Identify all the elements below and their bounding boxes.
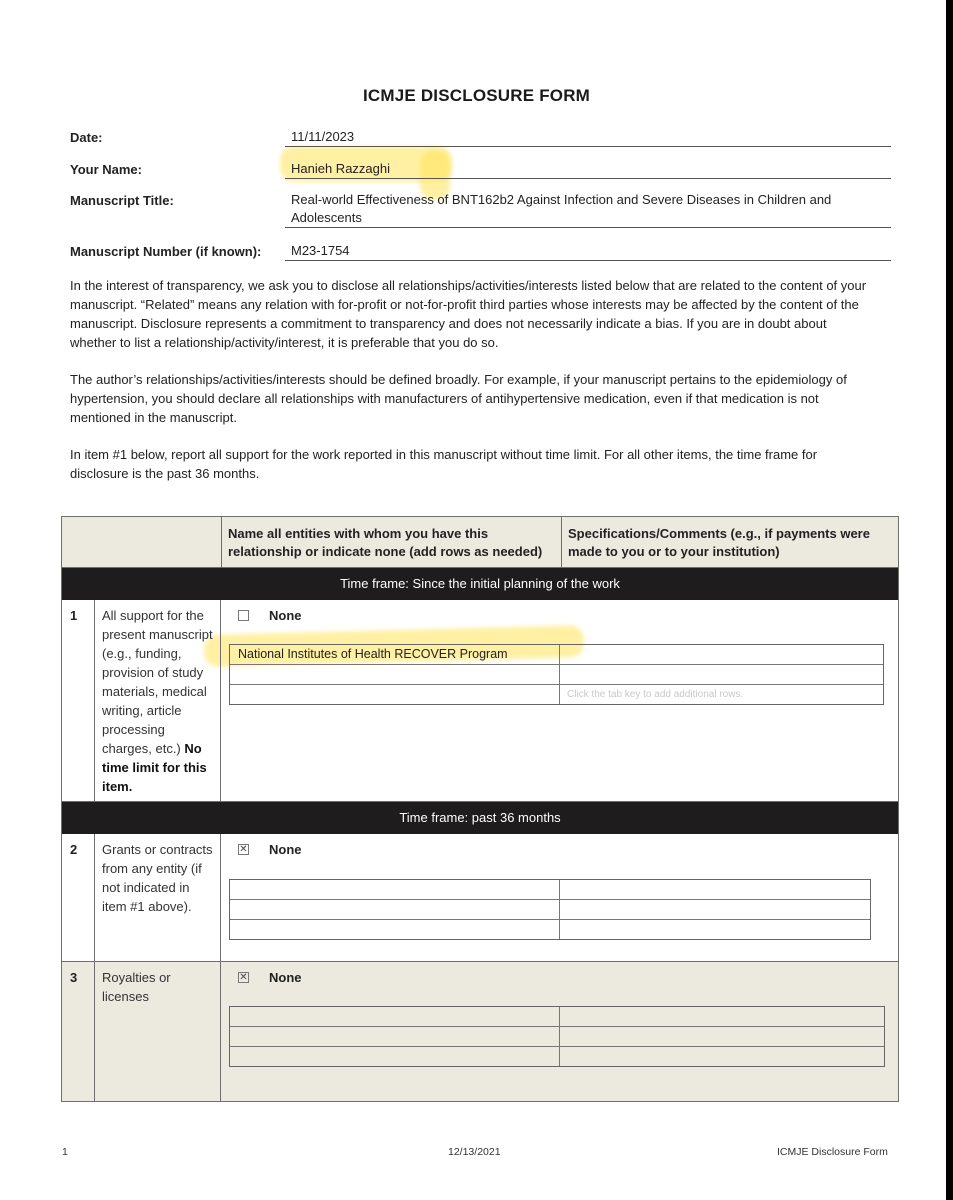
footer-page-number: 1 xyxy=(62,1146,68,1158)
item-number: 1 xyxy=(62,600,95,801)
entity-cell[interactable]: National Institutes of Health RECOVER Program xyxy=(230,645,560,664)
none-option[interactable] xyxy=(238,842,302,857)
entity-row xyxy=(230,920,870,939)
entity-row xyxy=(230,645,883,665)
header-blank-cell xyxy=(62,517,222,567)
timeframe-past36: Time frame: past 36 months xyxy=(62,802,898,834)
comment-cell[interactable] xyxy=(560,900,870,919)
disclosure-table xyxy=(61,516,899,1102)
entity-row xyxy=(230,685,883,704)
item-body xyxy=(221,962,898,1101)
entity-cell[interactable] xyxy=(230,685,560,704)
comment-cell[interactable] xyxy=(560,1047,884,1066)
entity-row xyxy=(230,665,883,685)
none-label: None xyxy=(269,970,302,985)
table-item-1 xyxy=(62,600,898,802)
date-field[interactable]: 11/11/2023 xyxy=(285,128,891,147)
entity-row xyxy=(230,1047,884,1066)
item-number: 3 xyxy=(62,962,95,1101)
item-description-text: All support for the present manuscript (e.g., funding, provision of study materials, medical writing, article processing charges, etc.) xyxy=(102,608,213,756)
entity-cell[interactable] xyxy=(230,665,560,684)
entity-row xyxy=(230,880,870,900)
manuscript-title-field[interactable]: Real-world Effectiveness of BNT162b2 Against Infection and Severe Diseases in Children and Adolescents xyxy=(285,191,891,228)
footer-date: 12/13/2021 xyxy=(448,1146,501,1158)
header-comments: Specifications/Comments (e.g., if payments were made to you or to your institution) xyxy=(568,526,870,559)
entity-row xyxy=(230,1007,884,1027)
comment-cell[interactable] xyxy=(560,1027,884,1046)
entity-cell[interactable] xyxy=(230,900,560,919)
none-checkbox-unchecked-icon[interactable] xyxy=(238,610,249,621)
manuscript-number-label: Manuscript Number (if known): xyxy=(70,244,262,259)
none-option[interactable] xyxy=(238,608,302,623)
manuscript-title-label: Manuscript Title: xyxy=(70,193,174,208)
name-field[interactable]: Hanieh Razzaghi xyxy=(285,160,891,179)
entity-cell[interactable] xyxy=(230,1047,560,1066)
none-checkbox-checked-icon[interactable]: ✕ xyxy=(239,844,248,855)
item-description: Grants or contracts from any entity (if not indicated in item #1 above). xyxy=(95,834,221,961)
table-header xyxy=(62,517,898,568)
entity-subtable xyxy=(229,644,884,705)
timeframe-paragraph: In item #1 below, report all support for the work reported in this manuscript without time limit. For all other items, the time frame for disclosure is the past 36 months. xyxy=(70,447,818,481)
comment-cell[interactable] xyxy=(560,645,883,664)
entity-row xyxy=(230,1027,884,1047)
none-option[interactable] xyxy=(238,970,302,985)
none-checkbox-checked-icon[interactable]: ✕ xyxy=(239,972,248,983)
entity-cell[interactable] xyxy=(230,920,560,939)
entity-cell[interactable] xyxy=(230,1007,560,1026)
timeframe-initial: Time frame: Since the initial planning of the work xyxy=(62,568,898,600)
name-label: Your Name: xyxy=(70,162,142,177)
entity-row xyxy=(230,900,870,920)
entity-cell[interactable] xyxy=(230,1027,560,1046)
page-edge-bar xyxy=(946,0,953,1200)
entity-cell[interactable] xyxy=(230,880,560,899)
form-title: ICMJE DISCLOSURE FORM xyxy=(362,86,591,105)
date-label: Date: xyxy=(70,130,103,145)
entity-subtable xyxy=(229,1006,885,1067)
comment-cell[interactable] xyxy=(560,665,883,684)
item-body xyxy=(221,834,898,961)
item-description: Royalties or licenses xyxy=(95,962,221,1101)
item-number: 2 xyxy=(62,834,95,961)
table-item-3 xyxy=(62,962,898,1101)
manuscript-number-field[interactable]: M23-1754 xyxy=(285,242,891,261)
none-label: None xyxy=(269,842,302,857)
none-label: None xyxy=(269,608,302,623)
footer-form-name: ICMJE Disclosure Form xyxy=(777,1146,888,1158)
comment-cell[interactable] xyxy=(560,1007,884,1026)
definition-paragraph: The author’s relationships/activities/interests should be defined broadly. For example, if your manuscript pertains to the epidemiology of hypertension, you should declare all relationships with manufacturers of antihypertensive medication, even if that medication is not mentioned in the manuscript. xyxy=(70,372,847,425)
intro-paragraph: In the interest of transparency, we ask you to disclose all relationships/activities/interests listed below that are related to the content of your manuscript. “Related” means any relation with for-profit or not-for-profit third parties whose interests may be affected by the content of the manuscript. Disclosure represents a commitment to transparency and does not necessarily indicate a bias. If you are in doubt about whether to list a relationship/activity/interest, it is preferable that you do so. xyxy=(70,278,867,350)
entity-subtable xyxy=(229,879,871,940)
comment-hint[interactable]: Click the tab key to add additional rows. xyxy=(567,689,744,700)
comment-cell[interactable] xyxy=(560,920,870,939)
item-body xyxy=(221,600,898,801)
table-item-2 xyxy=(62,834,898,962)
header-entities: Name all entities with whom you have this relationship or indicate none (add rows as needed) xyxy=(222,517,562,567)
comment-cell[interactable] xyxy=(560,880,870,899)
item-description-bold: No time limit for this item. xyxy=(102,741,207,794)
item-description xyxy=(95,600,221,801)
